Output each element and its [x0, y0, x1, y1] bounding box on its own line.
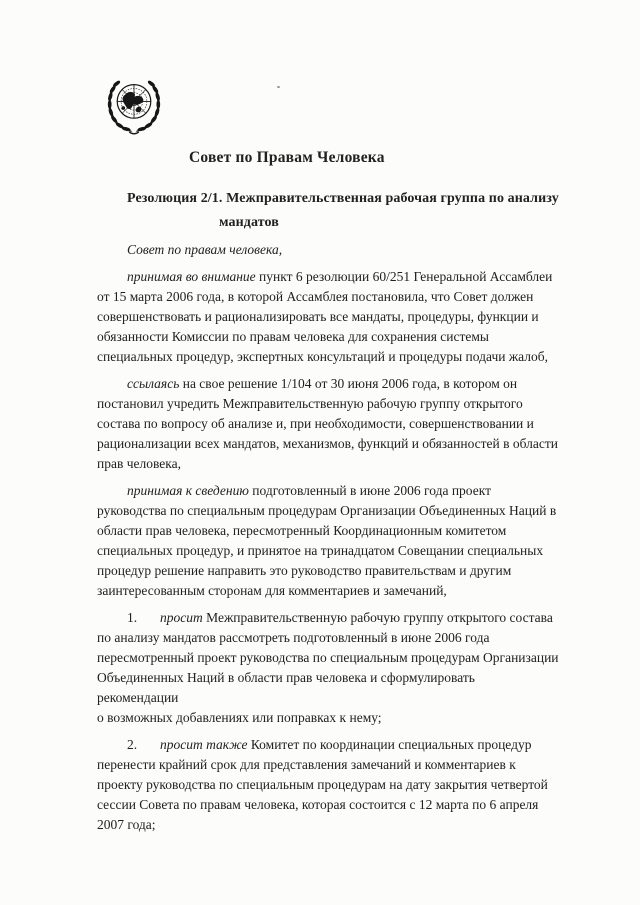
salutation: Совет по правам человека,: [127, 242, 283, 257]
resolution-heading-line1: Резолюция 2/1. Межправительственная рабочая группа по анализу: [127, 191, 559, 206]
text-column: [97, 0, 559, 835]
lead-phrase: ссылаясь: [127, 376, 180, 391]
resolution-heading: [97, 187, 559, 235]
body-paragraph: 2. просит также Комитет по координации специальных процедур перенести крайний срок для представления замечаний и комментариев к проекту руководства по специальным процедурам на дату закрытия четвертой сессии Совета по правам человека, которая состоится с 12 марта по 6 апреля 2007 года;: [97, 737, 548, 832]
document-body: [97, 267, 559, 835]
body-paragraph: принимая к сведению подготовленный в июне 2006 года проект руководства по специальным процедурам Организации Объединенных Наций в области прав человека, пересмотренный Координационным комитетом специальных процедур, и принятое на тринадцатом Совещании специальных процедур решение направить это руководство правительствам и другим заинтересованным сторонам для комментариев и замечаний,: [97, 483, 557, 598]
org-title: Совет по Правам Человека: [189, 149, 385, 166]
resolution-heading-line2: мандатов: [219, 215, 279, 230]
body-paragraph: принимая во внимание пункт 6 резолюции 60/251 Генеральной Ассамблеи от 15 марта 2006 года, в которой Ассамблея постановила, что Совет должен совершенствовать и рационализировать все мандаты, процедуры, функции и обязанности Комиссии по правам человека для сохранения системы специальных процедур, экспертных консультаций и процедуры подачи жалоб,: [97, 269, 553, 364]
lead-phrase: просит: [160, 610, 203, 625]
lead-phrase: принимая к сведению: [127, 483, 249, 498]
paragraph-number: 1.: [127, 610, 138, 625]
body-paragraph: ссылаясь на свое решение 1/104 от 30 июня 2006 года, в котором он постановил учредить Межправительственную рабочую группу открытого состава по вопросу об анализе и, при необходимости, совершенствовании и рационализации всех мандатов, механизмов, функций и обязанностей в области прав человека,: [97, 376, 559, 471]
lead-phrase: просит также: [160, 737, 248, 752]
body-paragraph: 1. просит Межправительственную рабочую группу открытого состава по анализу мандатов рассмотреть подготовленный в июне 2006 года пересмотренный проект руководства по специальным процедурам Организации Объединенных Наций в области прав человека и сформулировать рекомендации о возможных добавлениях или поправках к нему;: [97, 610, 559, 725]
paragraph-number: 2.: [127, 737, 138, 752]
lead-phrase: принимая во внимание: [127, 269, 256, 284]
